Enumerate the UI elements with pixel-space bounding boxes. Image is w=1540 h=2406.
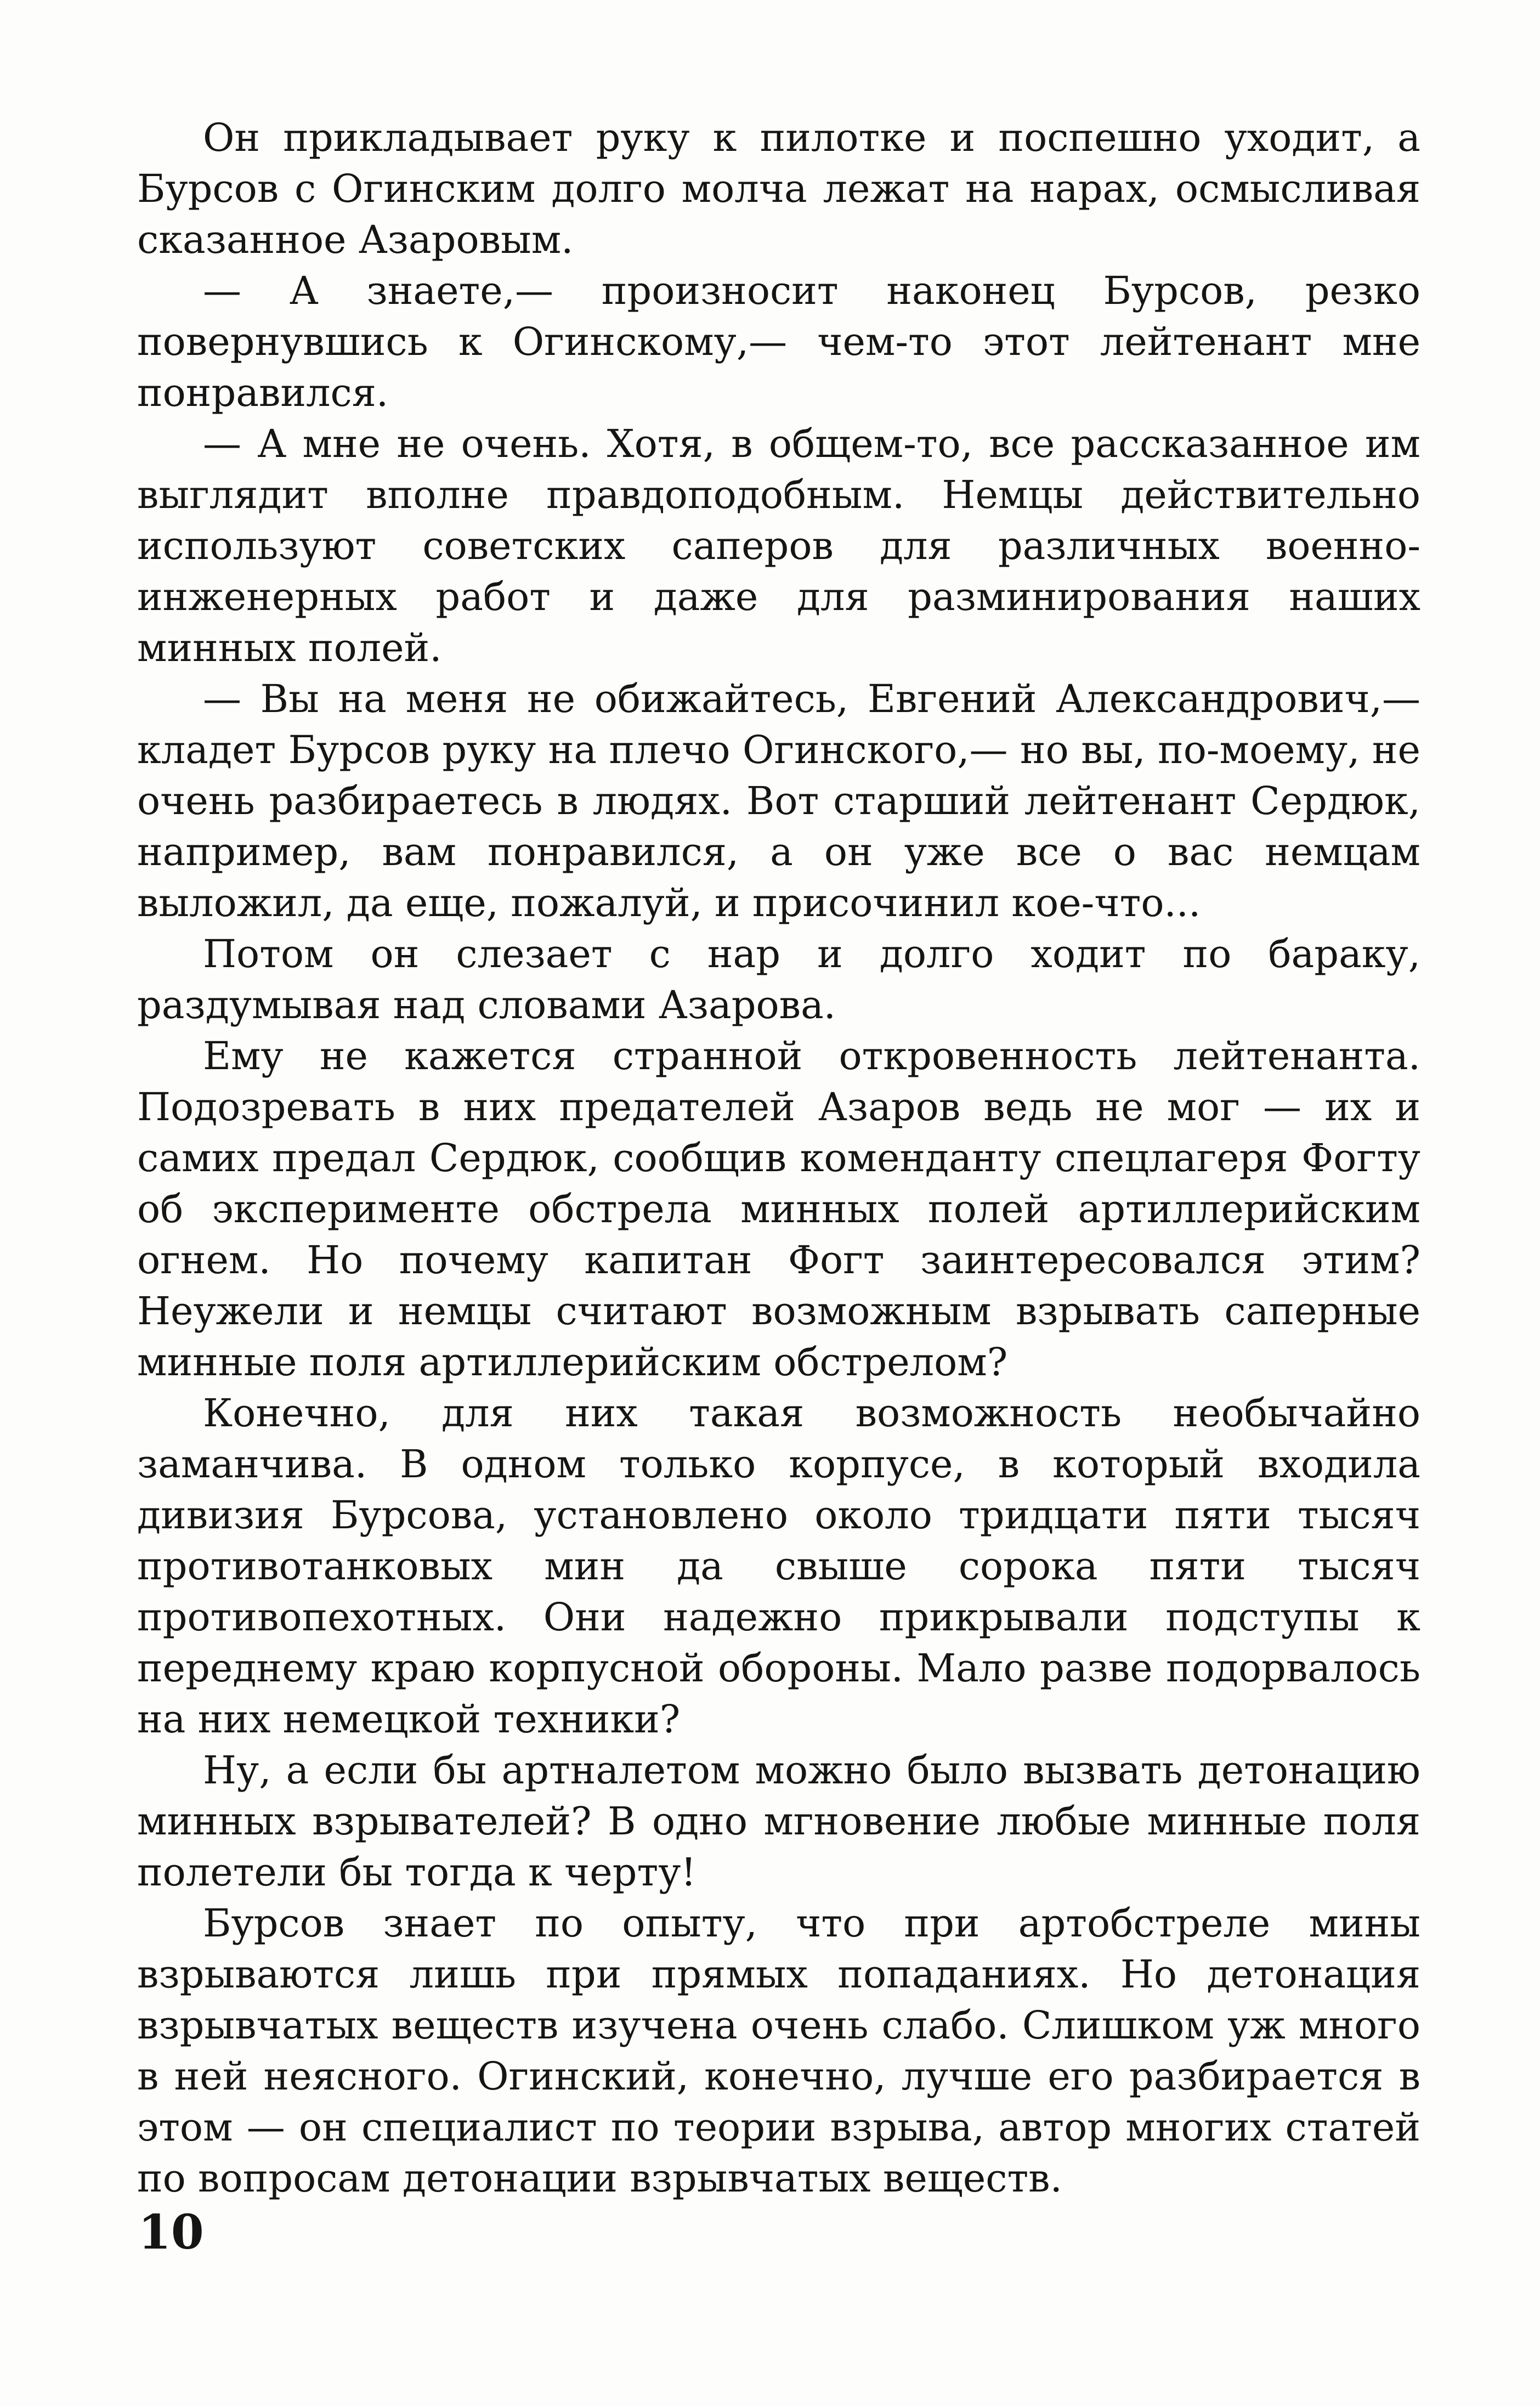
paragraph: Ему не кажется странной откровенность лейтенанта. Подозревать в них предателей Азаров ведь не мог — их и самих предал Сердюк, сообщив коменданту спецлагеря Фогту об эксперименте обстрела минных полей артиллерийским огнем. Но почему капитан Фогт заинтересовался этим? Неужели и немцы считают возможным взрывать саперные минные поля артиллерийским обстрелом? (137, 1033, 1420, 1385)
paragraph: — А мне не очень. Хотя, в общем-то, все рассказанное им выглядит вполне правдоподобным. Немцы действительно используют советских саперов для различных военно-инженерных работ и даже для разминирования наших минных полей. (137, 421, 1420, 670)
body-text (137, 112, 1420, 2204)
paragraph: Он прикладывает руку к пилотке и поспешно уходит, а Бурсов с Огинским долго молча лежат на нарах, осмысливая сказанное Азаровым. (137, 115, 1420, 262)
paragraph: — А знаете,— произносит наконец Бурсов, резко повернувшись к Огинскому,— чем-то этот лейтенант мне понравился. (137, 268, 1420, 415)
paragraph: Ну, а если бы артналетом можно было вызвать детонацию минных взрывателей? В одно мгновение любые минные поля полетели бы тогда к черту! (137, 1748, 1420, 1895)
paragraph: Конечно, для них такая возможность необычайно заманчива. В одном только корпусе, в который входила дивизия Бурсова, установлено около тридцати пяти тысяч противотанковых мин да свыше сорока пяти тысяч противопехотных. Они надежно прикрывали подступы к переднему краю корпусной обороны. Мало разве подорвалось на них немецкой техники? (137, 1391, 1420, 1742)
paragraph: — Вы на меня не обижайтесь, Евгений Александрович,— кладет Бурсов руку на плечо Огинского,— но вы, по-моему, не очень разбираетесь в людях. Вот старший лейтенант Сердюк, например, вам понравился, а он уже все о вас немцам выложил, да еще, пожалуй, и присочинил кое-что... (137, 676, 1420, 925)
paragraph: Бурсов знает по опыту, что при артобстреле мины взрываются лишь при прямых попаданиях. Но детонация взрывчатых веществ изучена очень слабо. Слишком уж много в ней неясного. Огинский, конечно, лучше его разбирается в этом — он специалист по теории взрыва, автор многих статей по вопросам детонации взрывчатых веществ. (137, 1901, 1420, 2201)
page-number: 10 (138, 2205, 204, 2260)
paragraph: Потом он слезает с нар и долго ходит по бараку, раздумывая над словами Азарова. (137, 931, 1420, 1027)
